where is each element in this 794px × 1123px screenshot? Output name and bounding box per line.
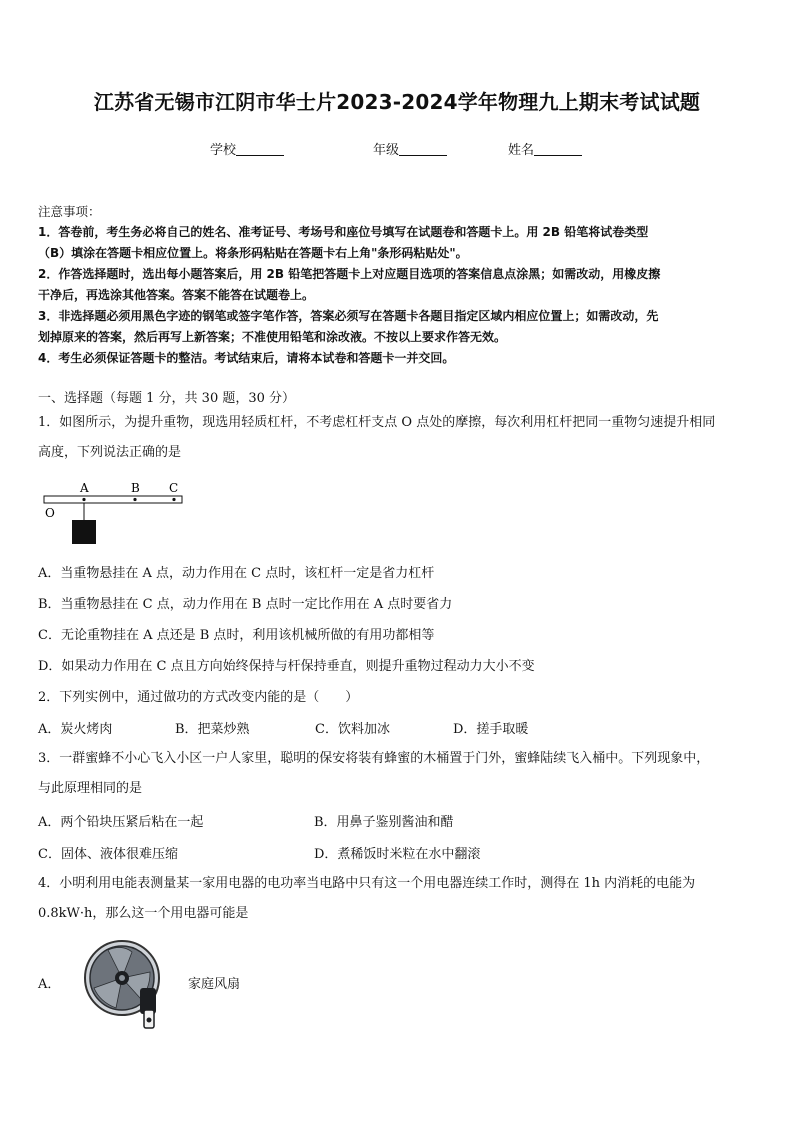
question-2-option-a[interactable]: A．炭火烤肉 <box>38 722 113 737</box>
notice-item-3-line-1: 3．非选择题必须用黑色字迹的钢笔或签字笔作答，答案必须写在答题卡各题目指定区域内相应位置上；如需改动，先 <box>38 309 659 323</box>
notice-block <box>38 201 760 369</box>
grade-blank[interactable] <box>399 142 447 156</box>
question-3-stem <box>38 744 760 804</box>
question-4-option-a[interactable]: A． <box>38 977 61 992</box>
grade-field[interactable] <box>373 139 447 158</box>
notice-item-3-line-2: 划掉原来的答案，然后再写上新答案；不准使用铅笔和涂改液。不按以上要求作答无效。 <box>38 330 507 344</box>
question-3-option-d[interactable]: D．煮稀饭时米粒在水中翻滚 <box>314 847 481 862</box>
school-blank[interactable] <box>236 142 284 156</box>
weight-block <box>72 520 96 544</box>
question-2-option-d[interactable]: D．搓手取暖 <box>453 722 529 737</box>
label-c: C <box>169 481 179 495</box>
section-heading: 一、选择题（每题 1 分，共 30 题，30 分） <box>38 391 296 406</box>
label-a: A <box>80 481 89 495</box>
notice-item-1-line-1: 1．答卷前，考生务必将自己的姓名、准考证号、考场号和座位号填写在试题卷和答题卡上。用 2B 铅笔将试卷类型 <box>38 225 649 239</box>
lever-bar <box>44 496 182 503</box>
question-1-option-a[interactable]: A．当重物悬挂在 A 点，动力作用在 C 点时，该杠杆一定是省力杠杆 <box>38 566 435 581</box>
wall-fan-icon <box>78 938 170 1030</box>
question-1-option-c[interactable]: C．无论重物挂在 A 点还是 B 点时，利用该机械所做的有用功都相等 <box>38 628 435 643</box>
question-3-option-a[interactable]: A．两个铅块压紧后粘在一起 <box>38 815 204 830</box>
question-1-stem-line-2: 高度，下列说法正确的是 <box>38 445 182 460</box>
question-1-stem <box>38 408 760 468</box>
question-4-stem-line-1: 4．小明利用电能表测量某一家用电器的电功率当电路中只有这一个用电器连续工作时，测得在 1h 内消耗的电能为 <box>38 876 696 891</box>
point-b-dot <box>133 498 136 501</box>
question-2-option-c[interactable]: C．饮料加冰 <box>315 722 390 737</box>
question-3-option-b[interactable]: B．用鼻子鉴别酱油和醋 <box>314 815 454 830</box>
question-4-stem-line-2: 0.8kW·h，那么这一个用电器可能是 <box>38 906 249 921</box>
question-2-stem: 2．下列实例中，通过做功的方式改变内能的是（ ） <box>38 690 359 705</box>
question-2-option-b[interactable]: B．把菜炒熟 <box>175 722 250 737</box>
question-3-stem-line-1: 3．一群蜜蜂不小心飞入小区一户人家里，聪明的保安将装有蜂蜜的木桶置于门外，蜜蜂陆续飞入桶中。下列现象中， <box>38 751 710 766</box>
label-o: O <box>45 506 55 520</box>
notice-item-1-line-2: （B）填涂在答题卡相应位置上。将条形码粘贴在答题卡右上角"条形码粘贴处"。 <box>38 246 468 260</box>
label-b: B <box>131 481 140 495</box>
question-3-option-c[interactable]: C．固体、液体很难压缩 <box>38 847 178 862</box>
question-3-stem-line-2: 与此原理相同的是 <box>38 781 143 796</box>
question-1-option-b[interactable]: B．当重物悬挂在 C 点，动力作用在 B 点时一定比作用在 A 点时要省力 <box>38 597 453 612</box>
question-4-option-a-label: 家庭风扇 <box>188 977 241 992</box>
school-label: 学校 <box>210 143 237 158</box>
name-blank[interactable] <box>534 142 582 156</box>
question-4-stem <box>38 869 760 929</box>
question-1-option-d[interactable]: D．如果动力作用在 C 点且方向始终保持与杆保持垂直，则提升重物过程动力大小不变 <box>38 659 535 674</box>
notice-item-4-line-1: 4．考生必须保证答题卡的整洁。考试结束后，请将本试卷和答题卡一并交回。 <box>38 351 455 365</box>
school-field[interactable] <box>210 139 284 158</box>
question-1-stem-line-1: 1．如图所示，为提升重物，现选用轻质杠杆，不考虑杠杆支点 O 点处的摩擦，每次利用杠杆把同一重物匀速提升相同 <box>38 415 716 430</box>
name-field[interactable] <box>508 139 582 158</box>
grade-label: 年级 <box>373 143 400 158</box>
notice-heading: 注意事项： <box>38 204 101 219</box>
name-label: 姓名 <box>508 143 535 158</box>
point-c-dot <box>172 498 175 501</box>
lever-figure <box>40 478 190 548</box>
point-a-dot <box>82 498 85 501</box>
notice-item-2-line-1: 2．作答选择题时，选出每小题答案后，用 2B 铅笔把答题卡上对应题目选项的答案信息点涂黑；如需改动，用橡皮擦 <box>38 267 661 281</box>
page-title: 江苏省无锡市江阴市华士片2023-2024学年物理九上期末考试试题 <box>93 90 701 114</box>
notice-item-2-line-2: 干净后，再选涂其他答案。答案不能答在试题卷上。 <box>38 288 315 302</box>
